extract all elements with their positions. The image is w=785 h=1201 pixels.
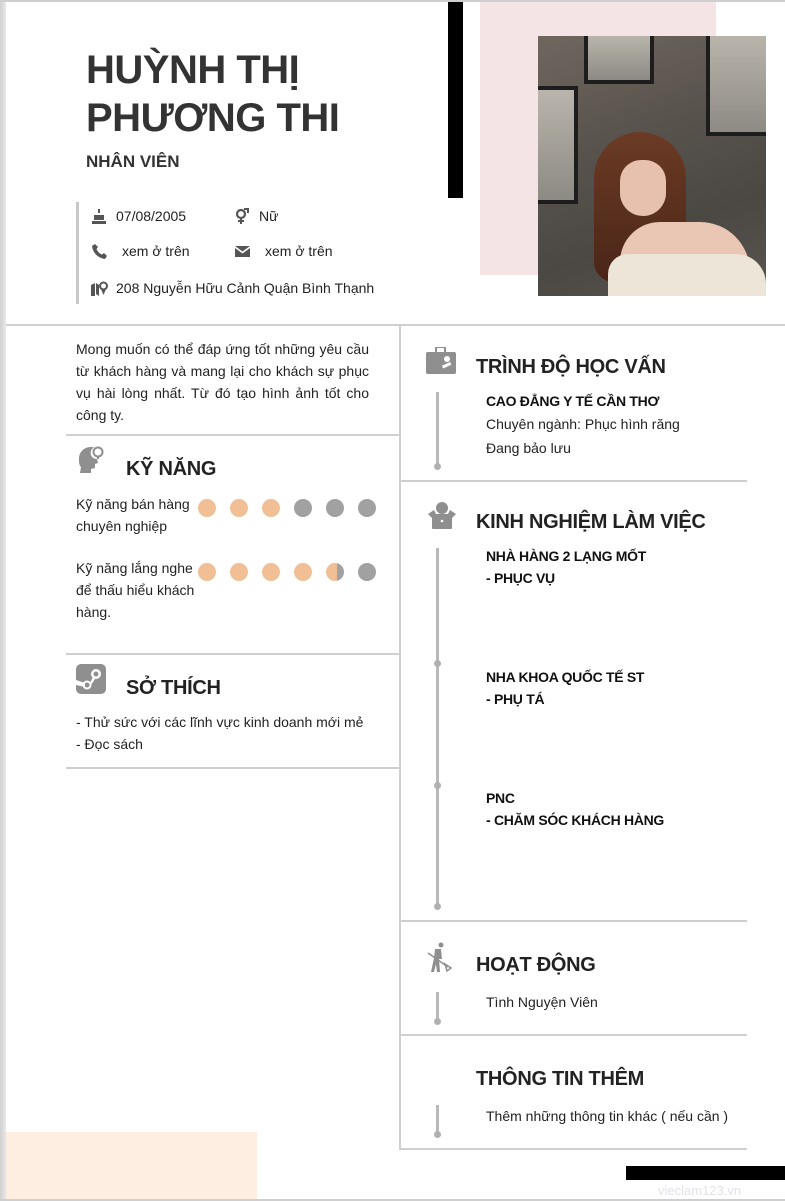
- envelope-icon: [233, 243, 251, 259]
- hobbies-title: SỞ THÍCH: [126, 677, 221, 699]
- steam-icon: [76, 664, 108, 696]
- company-name: NHA KHOA QUỐC TẾ ST: [486, 669, 645, 685]
- address-item: [90, 280, 374, 296]
- timeline-dot: [434, 782, 441, 789]
- career-objective: Mong muốn có thể đáp ứng tốt những yêu cầu từ khách hàng và mang lại cho khách sự phục vụ hài lòng nhất. Từ đó tạo hình ảnh tốt cho công ty.: [76, 341, 369, 423]
- rating-dot-empty: [326, 499, 344, 517]
- rating-dot-filled: [198, 563, 216, 581]
- contact-info: [76, 202, 406, 304]
- hobbies-divider: [66, 767, 399, 769]
- rating-dot-empty: [294, 499, 312, 517]
- skill-rating: [198, 499, 376, 517]
- rating-dot-filled: [262, 563, 280, 581]
- map-marker-icon: [90, 280, 108, 296]
- birthday-value: 07/08/2005: [116, 208, 187, 224]
- skills-divider: [66, 653, 399, 655]
- decorative-peach-block: [6, 1132, 257, 1199]
- job-title: NHÂN VIÊN: [86, 152, 180, 171]
- email-item: [233, 243, 333, 259]
- major: Chuyên ngành: Phục hình răng: [486, 416, 680, 432]
- rating-dot-filled: [230, 499, 248, 517]
- name-line-2: PHƯƠNG THI: [86, 96, 340, 140]
- experience-timeline: [436, 548, 439, 906]
- skills-title: KỸ NĂNG: [126, 458, 217, 480]
- head-lightbulb-icon: [76, 445, 108, 477]
- activities-title: HOẠT ĐỘNG: [476, 954, 596, 976]
- header-divider: [6, 324, 785, 326]
- watermark: vieclam123.vn: [658, 1183, 742, 1198]
- rating-dot-filled: [262, 499, 280, 517]
- phone-icon: [90, 243, 108, 259]
- decorative-black-bar: [448, 2, 463, 198]
- birthday-cake-icon: [90, 208, 108, 224]
- experience-divider: [399, 920, 747, 922]
- rating-dot-filled: [294, 563, 312, 581]
- column-divider: [399, 324, 401, 1150]
- volunteer-worker-icon: [426, 942, 458, 974]
- school-name: CAO ĐẲNG Y TẾ CẦN THƠ: [486, 393, 660, 409]
- education-divider: [399, 480, 747, 482]
- activities-divider: [399, 1034, 747, 1036]
- timeline-dot: [434, 463, 441, 470]
- candidate-name: [86, 46, 339, 142]
- additional-timeline: [436, 1105, 439, 1133]
- rating-dot-empty: [358, 499, 376, 517]
- position: - CHĂM SÓC KHÁCH HÀNG: [486, 812, 665, 828]
- position: - PHỤC VỤ: [486, 570, 555, 586]
- education-status: Đang bảo lưu: [486, 440, 571, 456]
- company-name: PNC: [486, 790, 515, 806]
- email-value: xem ở trên: [265, 243, 333, 259]
- timeline-dot: [434, 903, 441, 910]
- name-line-1: HUỲNH THỊ: [86, 48, 300, 92]
- additional-info-title: THÔNG TIN THÊM: [476, 1068, 645, 1090]
- rating-dot-partial: [326, 563, 344, 581]
- rating-dot-empty: [358, 563, 376, 581]
- skill-rating: [198, 563, 376, 581]
- additional-info-text: Thêm những thông tin khác ( nếu cần ): [486, 1108, 729, 1124]
- experience-title: KINH NGHIỆM LÀM VIỆC: [476, 511, 706, 533]
- timeline-dot: [434, 1131, 441, 1138]
- birthday-item: [90, 208, 186, 224]
- cv-page: [6, 2, 785, 1199]
- hobby-item: - Đọc sách: [76, 736, 143, 752]
- address-value: 208 Nguyễn Hữu Cảnh Quận Bình Thạnh: [116, 280, 375, 296]
- position: - PHỤ TÁ: [486, 691, 545, 707]
- skill-name: Kỹ năng bán hàng chuyên nghiệp: [76, 496, 190, 534]
- rating-dot-filled: [198, 499, 216, 517]
- briefcase-icon: [426, 347, 458, 379]
- hobby-item: - Thử sức với các lĩnh vực kinh doanh mới mẻ: [76, 714, 364, 730]
- profile-photo: [538, 36, 766, 296]
- activity-item: Tình Nguyện Viên: [486, 994, 598, 1010]
- education-title: TRÌNH ĐỘ HỌC VẤN: [476, 356, 666, 378]
- objective-divider: [66, 434, 399, 436]
- skill-name: Kỹ năng lắng nghe để thấu hiểu khách hàng.: [76, 560, 195, 620]
- education-timeline: [436, 392, 439, 464]
- activities-timeline: [436, 992, 439, 1020]
- company-name: NHÀ HÀNG 2 LẠNG MỐT: [486, 548, 646, 564]
- phone-item: [90, 243, 190, 259]
- person-laptop-icon: [426, 502, 458, 534]
- timeline-dot: [434, 660, 441, 667]
- decorative-footer-bar: [626, 1166, 785, 1180]
- phone-value: xem ở trên: [122, 243, 190, 259]
- gender-item: [233, 208, 278, 224]
- additional-divider: [399, 1148, 747, 1150]
- gender-icon: [233, 208, 251, 224]
- gender-value: Nữ: [259, 208, 279, 224]
- rating-dot-filled: [230, 563, 248, 581]
- timeline-dot: [434, 1018, 441, 1025]
